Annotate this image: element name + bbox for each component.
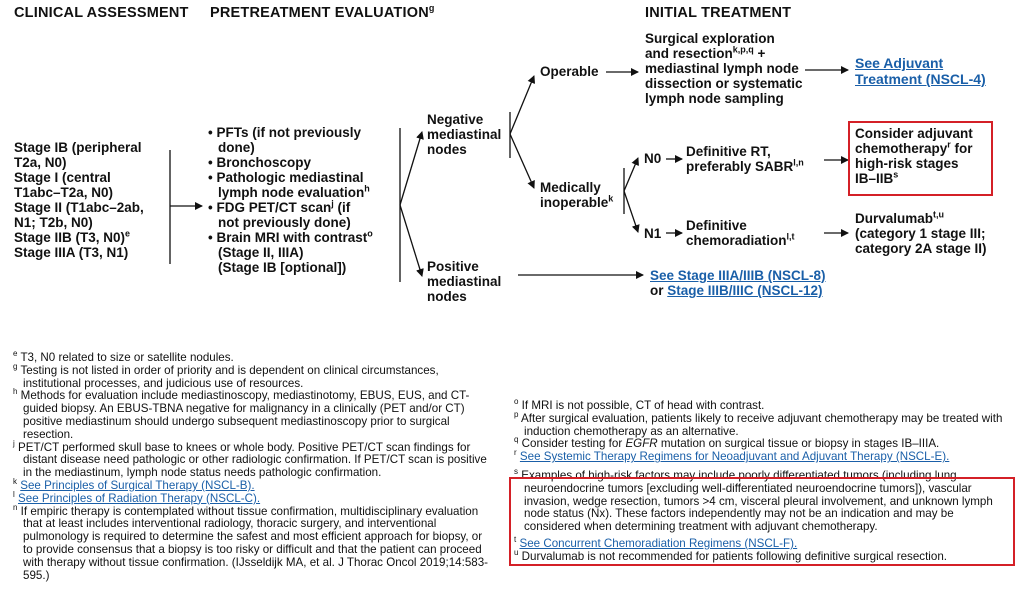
surgical-exploration-text: Surgical exploration and resection$^{k,p,q}$ + mediastinal lymph node dissection or systematic lymph node sampling [645,31,803,106]
stage-line: Stage II (T1abc–2ab, [14,200,144,215]
stage-sup: e [125,228,131,239]
pretreatment-list [208,125,373,275]
durvalumab-text: Durvalumab$^{t,u}$ (category 1 stage III; category 2A stage II) [855,209,987,256]
stage-line: Stage I (central [14,170,111,185]
footnote-n: $^n$ If empiric therapy is contemplated without tissue confirmation, multidisciplinary evaluation that at least includes interventional radiology, thoracic surgery, and interventional pulmonology is required to determine the safest and most efficient approach for biopsy, or to provide consensus that a biopsy is too risky or difficult and that the patient can proceed with therapy without tissue confirmation. (IJsseldijk MA, et al. J Thorac Oncol 2019;14:583-595.) [13,502,489,582]
surgical-therapy-link[interactable]: See Principles of Surgical Therapy (NSCL-B). [20,478,255,492]
stage-iiib-iiic-link[interactable]: Stage IIIB/IIIC (NSCL-12) [667,283,823,298]
footnotes-left [13,349,489,582]
stage-line: T2a, N0) [14,155,67,170]
initial-treatment-header: INITIAL TREATMENT [645,5,792,21]
concurrent-chemoradiation-link[interactable]: See Concurrent Chemoradiation Regimens (NSCL-F). [519,536,798,550]
stage-line [14,230,144,245]
clinical-assessment-header: CLINICAL ASSESSMENT [14,5,189,21]
consider-adjuvant-text: Consider adjuvant chemotherapy$^r$ for high-risk stages IB–IIB$^s$ [855,126,973,186]
systemic-therapy-link[interactable]: See Systemic Therapy Regimens for Neoadjuvant and Adjuvant Therapy (NSCL-E). [519,450,950,464]
operable-label: Operable [540,64,599,79]
footnote-r: $^r$ See Systemic Therapy Regimens for Neoadjuvant and Adjuvant Therapy (NSCL-E). [514,448,950,464]
footnote-j: $^j$ PET/CT performed skull base to knees or whole body. Positive PET/CT scan findings for distant disease need pathologic or other radiologic confirmation. If PET/CT scan is positive in the mediastinum, lymph node status needs pathologic confirmation. [13,438,487,480]
footnote-g: $^g$ Testing is not listed in order of priority and is dependent on clinical circumstances, institutional processes, and judicious use of resources. [13,361,439,390]
footnote-u: $^u$ Durvalumab is not recommended for patients following definitive surgical resection. [514,547,947,563]
pretreatment-header-text: PRETREATMENT EVALUATION [210,5,429,21]
footnote-k: $^k$ See Principles of Surgical Therapy (NSCL-B). [13,477,255,492]
footnote-h: $^h$ Methods for evaluation include mediastinoscopy, mediastinotomy, EBUS, EUS, and CT-guided biopsy. An EBUS-TBNA negative for malignancy in a clinically (PET and/or CT) positive mediastinum should undergo subsequent mediastinoscopy prior to surgical resection. [13,387,470,441]
n0-label: N0 [644,151,662,166]
footnote-o: $^o$ If MRI is not possible, CT of head with contrast. [514,397,765,412]
footnote-p: $^p$ After surgical evaluation, patients likely to receive adjuvant chemotherapy may be treated with induction chemotherapy as an alternative. [514,409,1003,438]
see-stage-iiia-iiib-link[interactable]: See Stage IIIA/IIIB (NSCL-8) [650,268,826,283]
stage-iii-links [650,268,826,298]
medically-inoperable-label: Medically inoperable$^k$ [540,180,614,210]
footnote-t: $^t$ See Concurrent Chemoradiation Regimens (NSCL-F). [514,535,798,550]
stage-text: Stage IIB (T3, N0) [14,230,126,245]
stage-line: Stage IB (peripheral [14,140,142,155]
pretreatment-item-brain-mri: • Brain MRI with contrast$^o$ (Stage II, IIIA) (Stage IB [optional]) [208,228,373,275]
pretreatment-item-pathologic: • Pathologic mediastinal lymph node evaluation$^h$ [208,170,370,200]
high-risk-factors-highlight-box [509,477,1015,566]
or-text: or [650,283,668,298]
stage-line: T1abc–T2a, N0) [14,185,114,200]
n1-label: N1 [644,226,662,241]
stage-line: Stage IIIA (T3, N1) [14,245,129,260]
stage-line: N1; T2b, N0) [14,215,93,230]
positive-nodes-label: Positive mediastinal nodes [427,259,502,304]
pretreatment-header-sup: g [428,3,435,14]
footnote-s: $^s$ Examples of high-risk factors may include poorly differentiated tumors (including lung neuroendocrine tumors [excluding well-differentiated neuroendocrine tumors]), vascular invasion, wedge resection, tumors >4 cm, visceral pleural involvement, and unknown lymph node status (Nx). These factors independently may not be an indication and may be considered when determining treatment with adjuvant chemotherapy. [514,467,993,534]
definitive-chemoradiation-text: Definitive chemoradiation$^{l,t}$ [686,218,795,248]
definitive-rt-text: Definitive RT, preferably SABR$^{l,n}$ [686,144,804,174]
footnote-e: $^e$ T3, N0 related to size or satellite nodules. [13,349,234,364]
radiation-therapy-link[interactable]: See Principles of Radiation Therapy (NSCL-C). [18,491,261,505]
footnote-q: $^q$ Consider testing for EGFR mutation on surgical tissue or biopsy in stages IB–IIIA. [514,435,940,451]
clinical-stages-list [14,140,144,260]
pretreatment-item-pfts: • PFTs (if not previously done) [208,125,361,155]
pretreatment-item-fdg-pet: • FDG PET/CT scan$^j$ (if not previously done) [208,198,351,230]
see-adjuvant-treatment-link[interactable]: See Adjuvant Treatment (NSCL-4) [855,55,986,87]
negative-nodes-label: Negative mediastinal nodes [427,112,502,157]
pretreatment-item-bronchoscopy: • Bronchoscopy [208,155,311,170]
footnote-l: $^l$ See Principles of Radiation Therapy (NSCL-C). [13,489,261,505]
